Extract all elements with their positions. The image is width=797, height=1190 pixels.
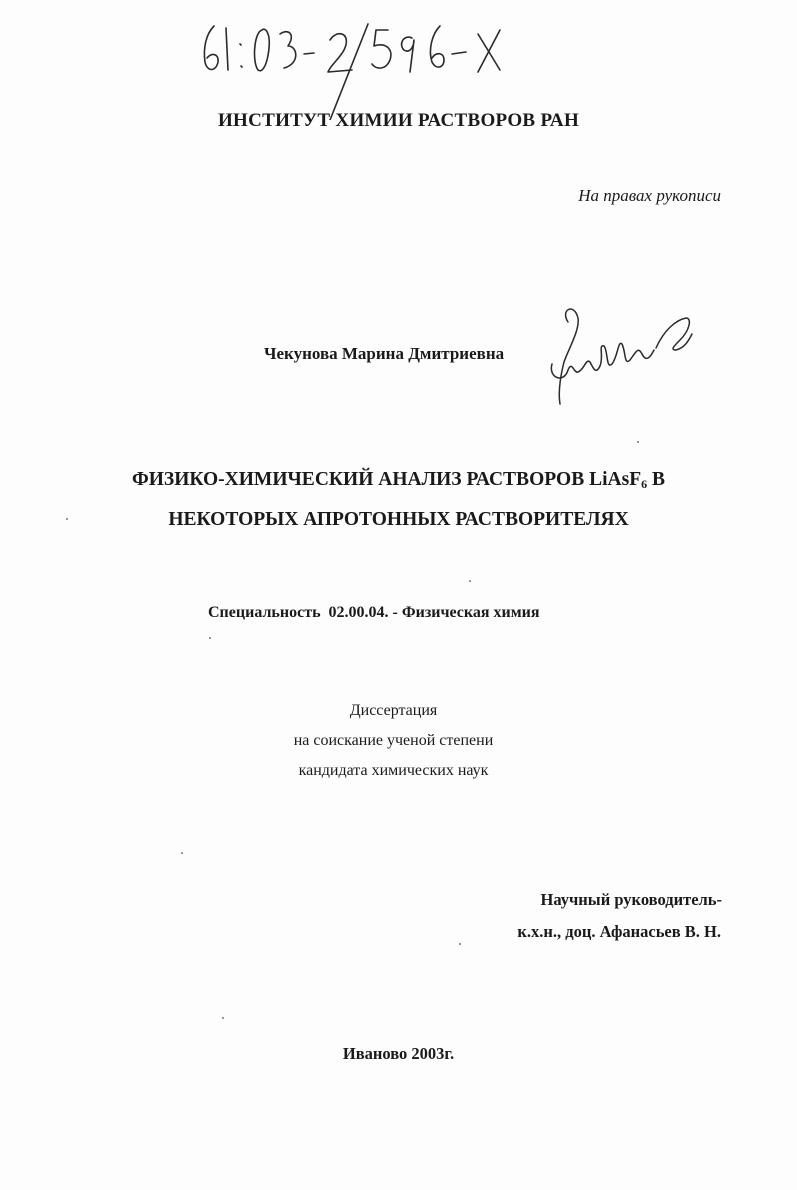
formula-subscript: 6 — [641, 477, 648, 491]
scan-speck — [469, 580, 471, 582]
author-name: Чекунова Марина Дмитриевна — [264, 344, 505, 363]
degree-statement — [0, 696, 797, 786]
dissertation-title — [0, 462, 797, 538]
scan-speck — [209, 637, 211, 639]
scan-speck — [637, 441, 639, 443]
scan-speck — [222, 1017, 224, 1019]
title-line-1-end: В — [647, 469, 665, 490]
title-line-1-start: ФИЗИКО-ХИМИЧЕСКИЙ АНАЛИЗ РАСТВОРОВ — [131, 469, 590, 490]
title-line-2: НЕКОТОРЫХ АПРОТОННЫХ РАСТВОРИТЕЛЯХ — [168, 509, 629, 530]
degree-line-2: на соискание ученой степени — [293, 732, 494, 749]
supervisor-label: Научный руководитель- — [540, 890, 722, 909]
institute-name: ИНСТИТУТ ХИМИИ РАСТВОРОВ РАН — [217, 110, 580, 131]
author-signature — [538, 300, 708, 410]
specialty-line: Специальность 02.00.04. - Физическая химия — [208, 604, 540, 621]
formula-base: LiAsF — [589, 469, 642, 490]
supervisor-name: к.х.н., доц. Афанасьев В. Н. — [517, 922, 721, 941]
degree-line-1: Диссертация — [349, 702, 438, 719]
scan-speck — [181, 852, 183, 854]
place-and-year: Иваново 2003г. — [342, 1044, 455, 1063]
scan-speck — [459, 943, 461, 945]
title-line-1 — [0, 462, 797, 502]
degree-line-3: кандидата химических наук — [298, 762, 489, 779]
handwritten-archive-code — [0, 0, 560, 120]
scan-speck — [66, 518, 68, 520]
supervisor-block — [517, 884, 721, 948]
rights-note: На правах рукописи — [578, 186, 721, 205]
